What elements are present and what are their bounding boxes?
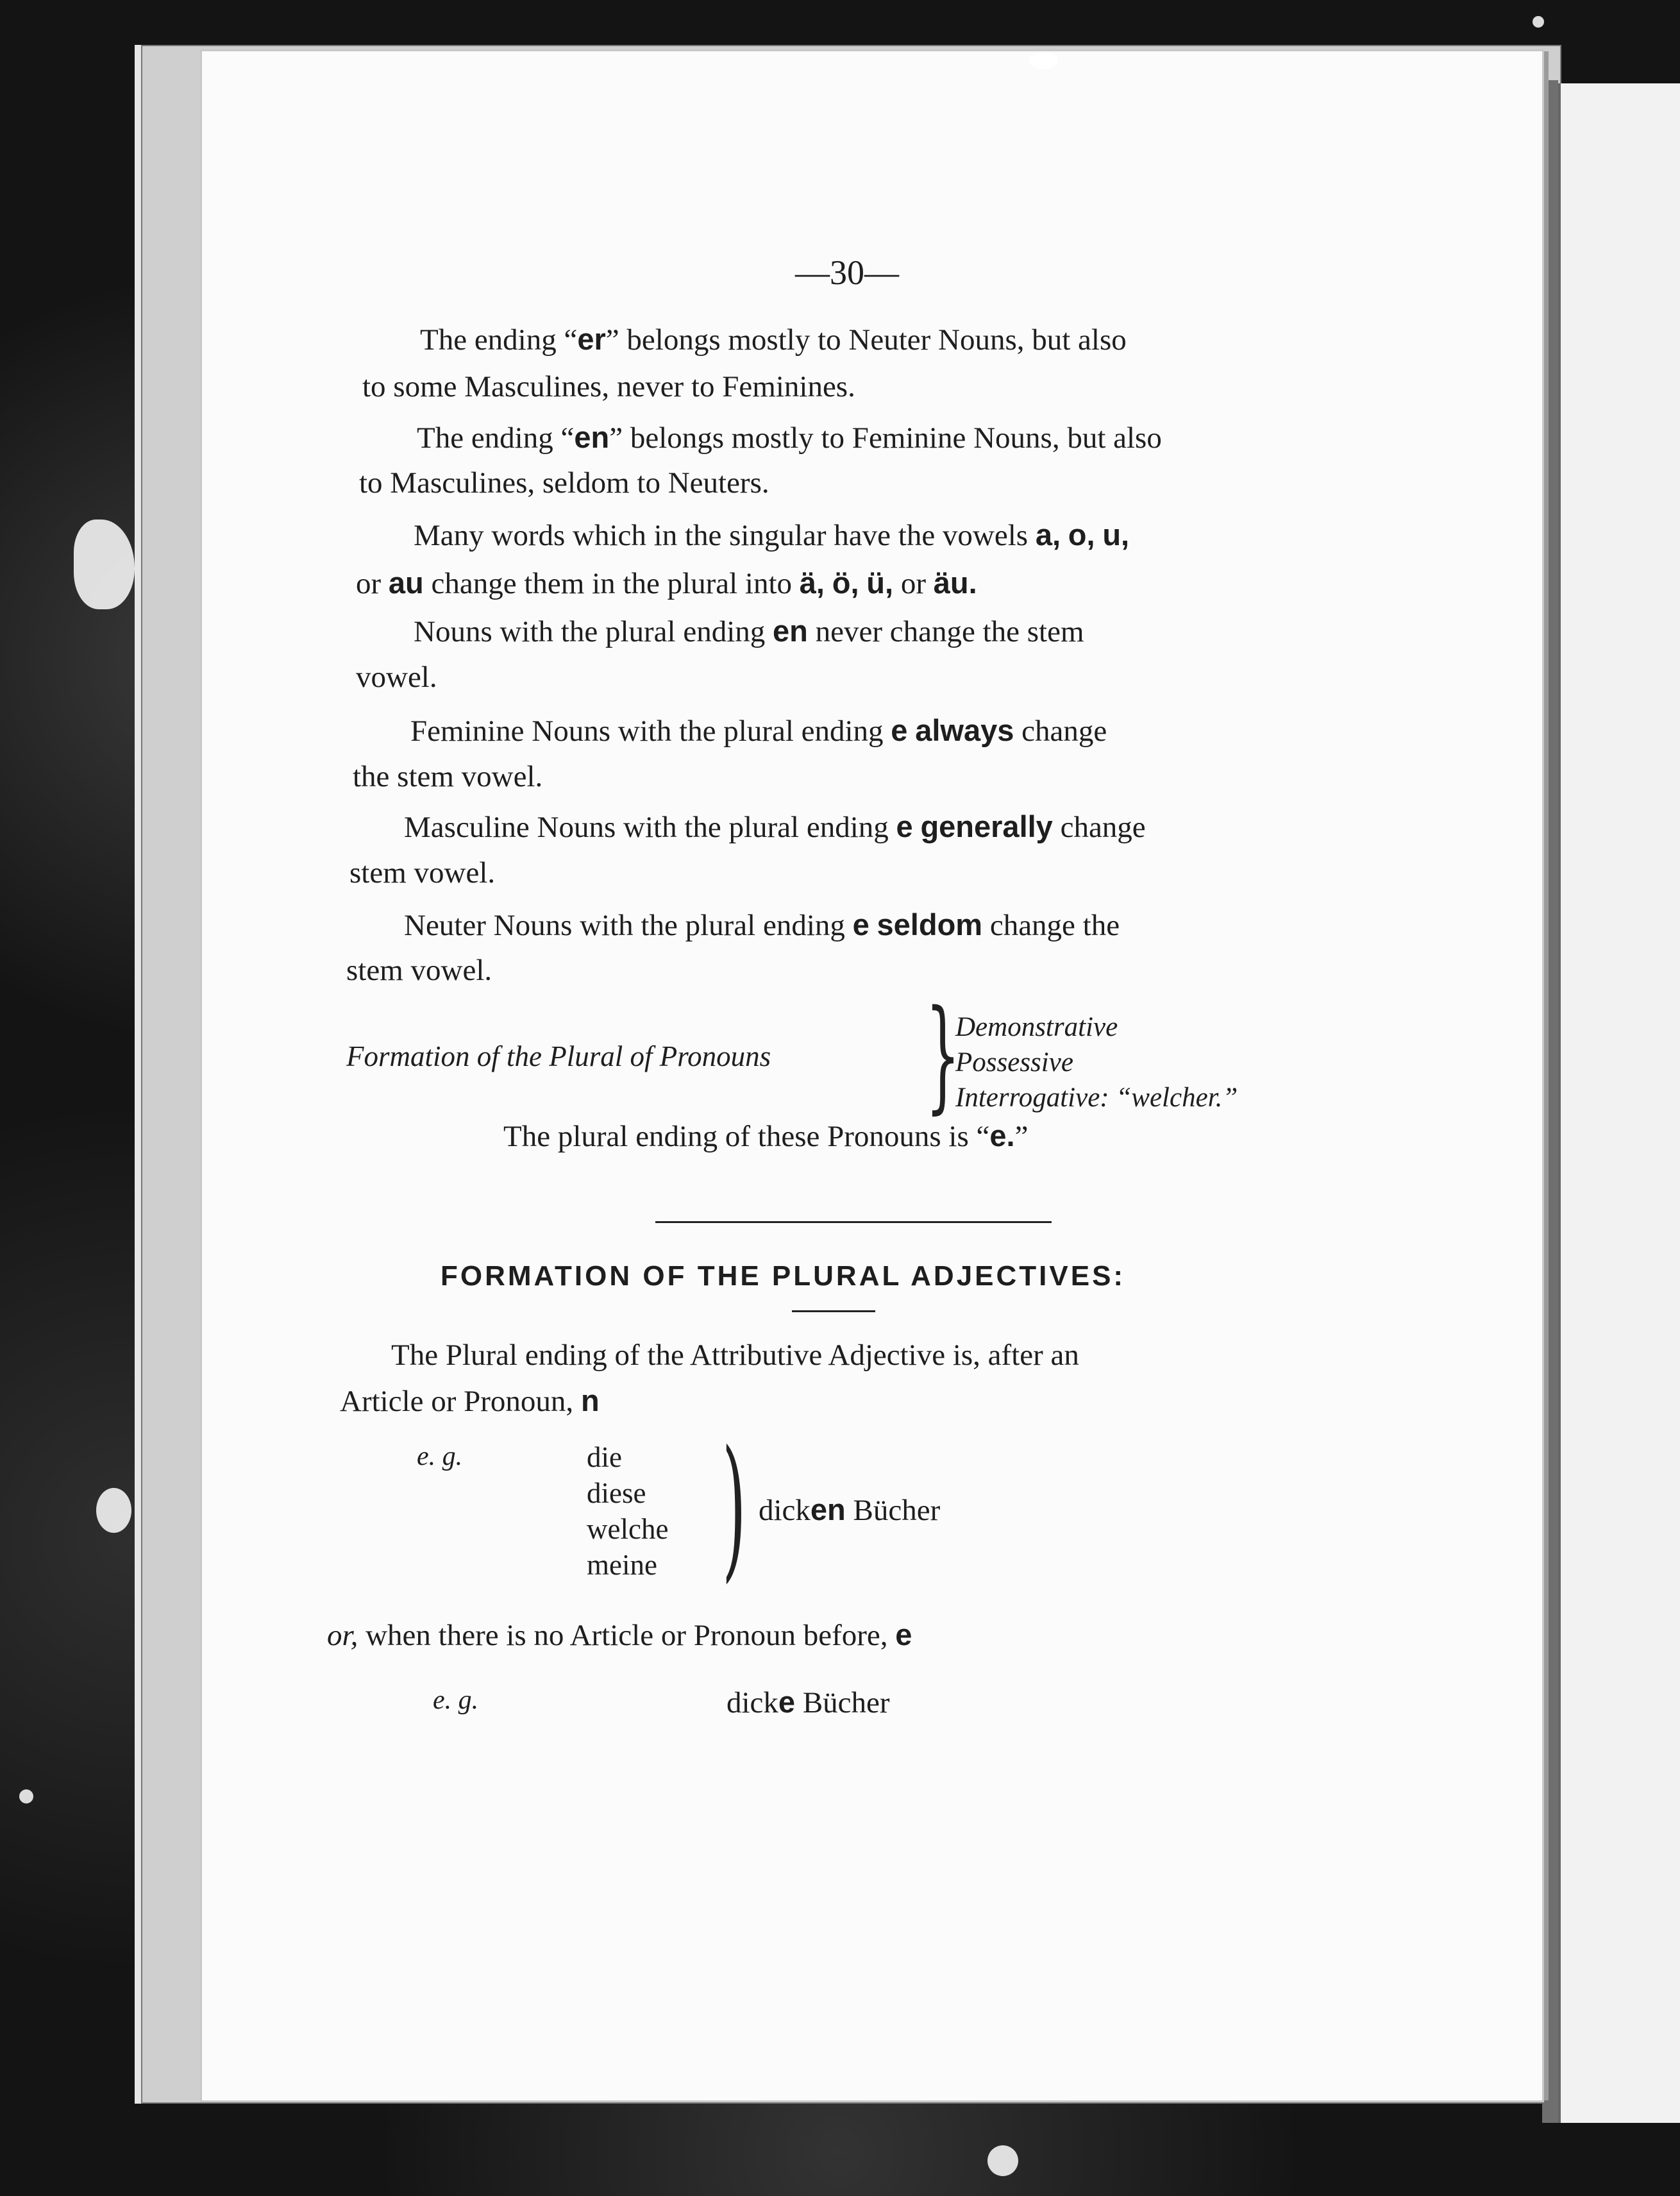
paragraph-1-line-1: The ending “er” belongs mostly to Neuter Nouns, but also (420, 322, 1127, 357)
paragraph-6-line-2: stem vowel. (349, 856, 496, 890)
paragraph-3-line-1: Many words which in the singular have the vowels a, o, u, (414, 518, 1130, 552)
paragraph-4-line-2: vowel. (356, 661, 437, 694)
section-intro-line-1: The Plural ending of the Attributive Adjective is, after an (391, 1339, 1079, 1372)
book-spine (1542, 80, 1558, 2123)
paragraph-1-line-2: to some Masculines, never to Feminines. (362, 370, 855, 403)
example-1-word-die: die (587, 1441, 622, 1473)
example-1-eg: e. g. (417, 1442, 463, 1471)
dust-speck (96, 1488, 131, 1533)
pronoun-item-possessive: Possessive (955, 1047, 1073, 1077)
section-heading: FORMATION OF THE PLURAL ADJECTIVES: (441, 1260, 1126, 1292)
example-1-brace: ) (722, 1417, 746, 1597)
paragraph-7-line-1: Neuter Nouns with the plural ending e seldom change the (404, 908, 1120, 942)
pronouns-label: Formation of the Plural of Pronouns (346, 1040, 771, 1072)
dust-speck (987, 2145, 1018, 2176)
example-2-result: dicke Bücher (727, 1685, 890, 1719)
paragraph-2-line-1: The ending “en” belongs mostly to Feminine Nouns, but also (417, 420, 1162, 455)
example-1-result: dicken Bücher (759, 1492, 941, 1527)
paragraph-6-line-1: Masculine Nouns with the plural ending e generally change (404, 809, 1146, 844)
page-number: —30— (795, 253, 899, 292)
paragraph-2-line-2: to Masculines, seldom to Neuters. (359, 466, 769, 500)
or-line: or, when there is no Article or Pronoun before, e (327, 1617, 912, 1652)
example-1-word-meine: meine (587, 1549, 657, 1581)
example-1-word-diese: diese (587, 1477, 646, 1509)
heading-underline (792, 1310, 875, 1312)
paragraph-5-line-1: Feminine Nouns with the plural ending e always change (410, 713, 1107, 748)
book-page (202, 51, 1542, 2100)
example-1-word-welche: welche (587, 1513, 669, 1545)
section-divider (655, 1221, 1052, 1223)
paragraph-3-line-2: or au change them in the plural into ä, ö, ü, or äu. (356, 566, 977, 600)
paragraph-7-line-2: stem vowel. (346, 954, 492, 987)
paragraph-4-line-1: Nouns with the plural ending en never change the stem (414, 614, 1084, 648)
example-2-eg: e. g. (433, 1685, 479, 1715)
pronoun-item-interrogative: Interrogative: “welcher.” (955, 1083, 1238, 1113)
dust-speck (19, 1789, 33, 1803)
pronouns-note: The plural ending of these Pronouns is “e.” (503, 1119, 1029, 1153)
dust-speck (1533, 16, 1544, 28)
facing-page-edge (1558, 83, 1680, 2123)
pronoun-item-demonstrative: Demonstrative (955, 1012, 1118, 1042)
pronouns-brace: } (925, 984, 961, 1126)
paragraph-5-line-2: the stem vowel. (353, 760, 543, 793)
section-intro-line-2: Article or Pronoun, n (340, 1383, 600, 1418)
dust-speck (1029, 51, 1058, 69)
